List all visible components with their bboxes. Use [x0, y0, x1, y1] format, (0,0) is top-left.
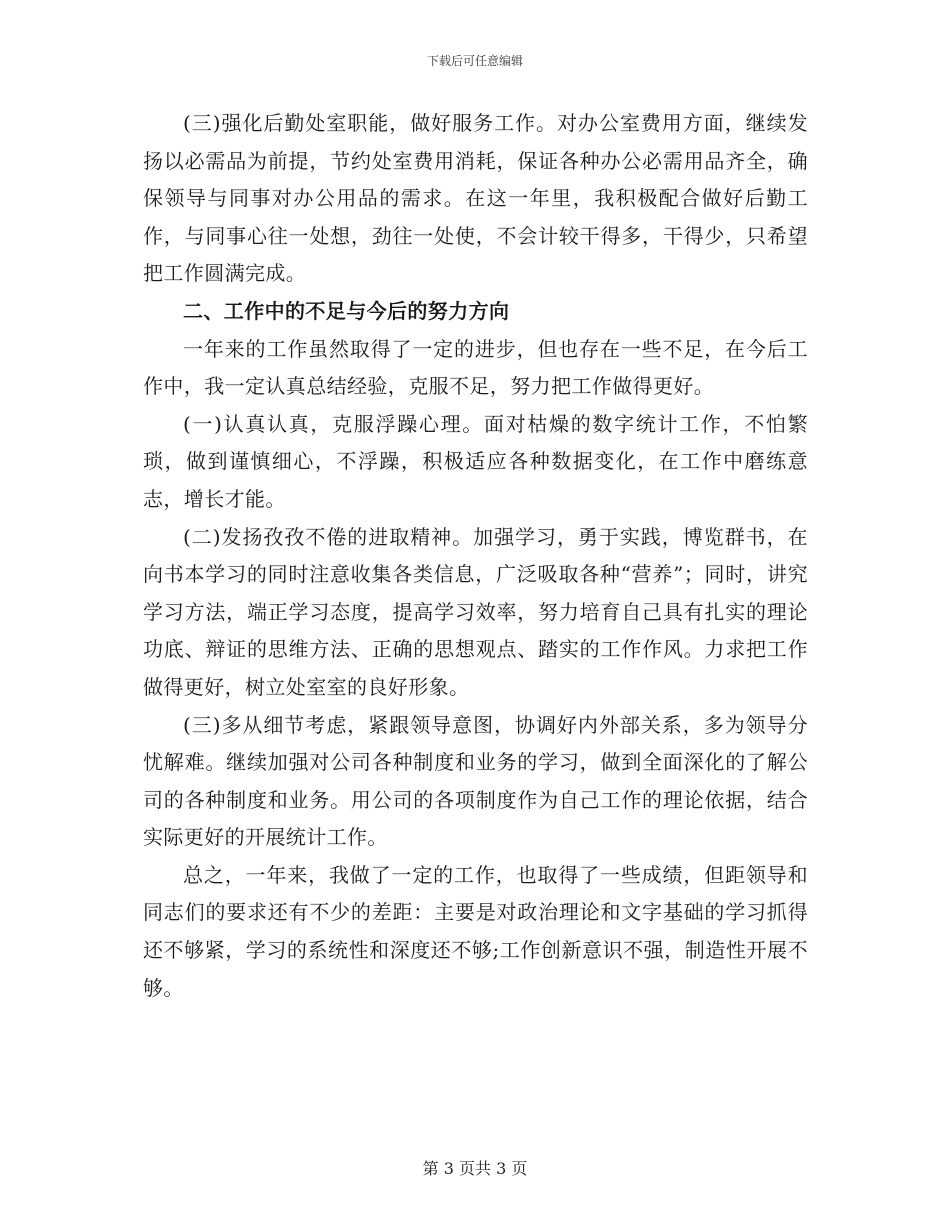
paragraph-intro: 一年来的工作虽然取得了一定的进步，但也存在一些不足，在今后工作中，我一定认真总结经验，克服不足，努力把工作做得更好。 — [143, 336, 808, 399]
paragraph-point-2: (二)发扬孜孜不倦的进取精神。加强学习，勇于实践，博览群书，在向书本学习的同时注意收集各类信息，广泛吸取各种“营养”；同时，讲究学习方法，端正学习态度，提高学习效率，努力培育自己具有扎实的理论功底、辩证的思维方法、正确的思想观点、踏实的工作作风。力求把工作做得更好，树立处室室的良好形象。 — [143, 524, 808, 699]
section-heading: 二、工作中的不足与今后的努力方向 — [183, 298, 510, 323]
paragraph-point-1: (一)认真认真，克服浮躁心理。面对枯燥的数字统计工作，不怕繁琐，做到谨慎细心，不浮躁，积极适应各种数据变化，在工作中磨练意志，增长才能。 — [143, 411, 808, 511]
page-number: 第 3 页共 3 页 — [422, 1159, 528, 1178]
paragraph-point-3: (三)多从细节考虑，紧跟领导意图，协调好内外部关系，多为领导分忧解难。继续加强对公司各种制度和业务的学习，做到全面深化的了解公司的各种制度和业务。用公司的各项制度作为自己工作的理论依据，结合实际更好的开展统计工作。 — [143, 712, 808, 850]
paragraph-logistics: (三)强化后勤处室职能，做好服务工作。对办公室费用方面，继续发扬以必需品为前提，节约处室费用消耗，保证各种办公必需用品齐全，确保领导与同事对办公用品的需求。在这一年里，我积极配合做好后勤工作，与同事心往一处想，劲往一处使，不会计较干得多，干得少，只希望把工作圆满完成。 — [143, 111, 808, 286]
document-body — [143, 105, 808, 1007]
paragraph-summary: 总之，一年来，我做了一定的工作，也取得了一些成绩，但距领导和同志们的要求还有不少的差距：主要是对政治理论和文字基础的学习抓得还不够紧，学习的系统性和深度还不够;工作创新意识不强，制造性开展不够。 — [143, 862, 808, 1000]
header-note: 下载后可任意编辑 — [426, 54, 523, 68]
